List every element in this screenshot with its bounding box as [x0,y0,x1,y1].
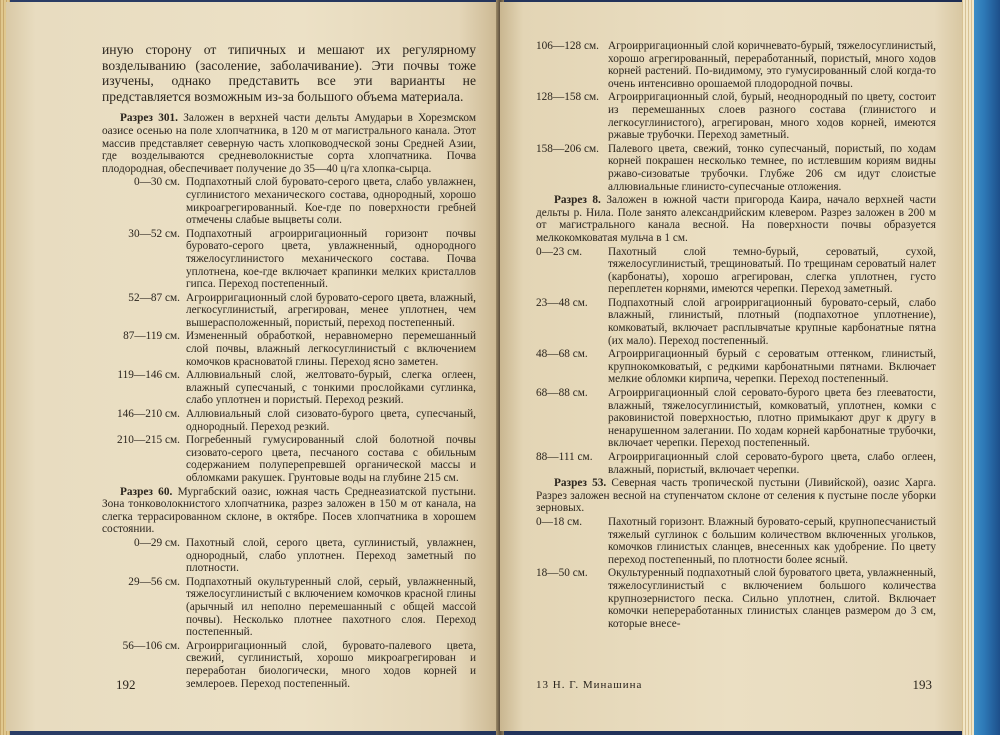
horizon-entry [102,228,476,291]
section-paragraph [536,194,936,244]
horizon-entry [536,516,936,566]
horizon-depth: 68—88 см. [536,387,588,400]
page-edges-right [962,0,974,735]
horizon-entry [102,408,476,433]
horizon-description: Пахотный слой темно-бурый, сероватый, сухой, тяжелосуглинистый, трещиноватый. По трещинам сероватый налет (карбонаты), хорошо агрегирован, слегка уплотнен, густо переплетен корнями, имеются черепки. Переход заметный. [608,245,936,296]
section-heading: Разрез 301. [120,112,178,125]
horizon-description: Агроирригационный бурый с сероватым оттенком, глинистый, крупнокомковатый, с редкими карбонатными пятнами. Включает мелкие обломки кирпича, черепки. Переход постепенный. [608,348,936,386]
horizon-depth: 18—50 см. [536,567,588,580]
intro-paragraph: иную сторону от типичных и мешают их регулярному возделыванию (засоление, заболачивание). Эти почвы тоже изучены, однако представить все эти варианты не представляется возможным из-за большого объема материала. [102,42,476,104]
book-cover-edge [974,0,1000,735]
horizon-description: Подпахотный слой агроирригационный буровато-серый, слабо влажный, глинистый, плотный (подпахотное уплотнение), комковатый, включает расплывчатые крупные карбонатные пятна (их мало). Переход постепенный. [608,296,936,347]
horizon-depth: 128—158 см. [536,91,599,104]
horizon-entry [536,40,936,90]
horizon-description: Агроирригационный слой серовато-бурого цвета, слабо оглеен, влажный, пористый, включает черепки. [608,451,936,476]
horizon-depth: 106—128 см. [536,40,599,52]
horizon-depth: 0—18 см. [536,515,583,528]
signature-line: 13 Н. Г. Минашина [536,679,643,691]
horizon-entry [536,143,936,193]
horizon-entry [102,176,476,226]
horizon-entry [536,567,936,630]
section-heading: Разрез 8. [554,194,601,207]
horizon-entry [102,640,476,690]
horizon-depth: 0—29 см. [133,536,180,549]
horizon-description: Окультуренный подпахотный слой буроватого цвета, увлажненный, тяжелосуглинистый с включением большого количества крупнозернистого песка. Сильно уплотнен, слитой. Включает комочки непереработанных глинистых сланцев размером до 3 см, которые внесе- [608,567,936,630]
section-text: Северная часть тропической пустыни (Ливийской), оазис Харга. Разрез заложен весной на ступенчатом склоне от селения к пустыне после уборки зерновых. [536,477,937,515]
horizon-depth: 48—68 см. [536,348,588,361]
horizon-entry [536,91,936,141]
horizon-entry [536,451,936,476]
horizon-description: Измененный обработкой, неравномерно перемешанный слой почвы, влажный легкосуглинистый с включением комочков красноватой глины. Переход ясно заметен. [186,330,476,368]
section-paragraph [102,486,476,536]
section-paragraph [102,112,476,175]
horizon-entry [102,537,476,575]
horizon-depth: 23—48 см. [536,296,588,309]
section-text: Заложен в южной части пригорода Каира, начало верхней части дельты р. Нила. Поле занято александрийским клевером. Разрез заложен в 200 м от магистрального канала весной. На поверхности почвы образуется мелкокомковатая мульча в 1 см. [536,194,936,244]
horizon-description: Агроирригационный слой буровато-серого цвета, влажный, легкосуглинистый, агрегирован, менее уплотнен, чем вышерасположенный, пористый, переход постепенный. [186,291,476,329]
horizon-depth: 146—210 см. [117,408,180,421]
horizon-description: Подпахотный окультуренный слой, серый, увлажненный, тяжелосуглинистый с включением комочков красной глины (арычный ил неполно перемешанный с общей массой почвы). Несколько плотнее пахотного слоя. Переход постепенный. [186,575,476,639]
horizon-depth: 88—111 см. [536,451,593,463]
horizon-description: Пахотный горизонт. Влажный буровато-серый, крупнопесчанистый тяжелый суглинок с большим количеством включенных угольков, комочков глинистых сланцев, внесенных как удобрение. По цвету переход постепенный, по плотности более ясный. [608,515,936,566]
horizon-depth: 0—30 см. [133,176,180,189]
horizon-description: Подпахотный слой буровато-серого цвета, слабо увлажнен, суглинистого механического состава, однородный, хорошо микроагрегированный. Кое-где по поверхности гребней отмечены слабые выцветы соли. [186,176,476,227]
horizon-description: Агроирригационный слой серовато-бурого цвета без глееватости, влажный, тяжелосуглинистый, комковатый, уплотнен, комки с раковинистой поверхностью, плотно примыкают друг к другу в ненарушенном залегании. По ходам корней карбонатные трубочки, включает черепки. Переход постепенный. [608,387,936,450]
horizon-depth: 29—56 см. [128,575,180,588]
horizon-description: Аллювиальный слой сизовато-бурого цвета, супесчаный, однородный. Переход резкий. [186,408,476,433]
horizon-description: Палевого цвета, свежий, тонко супесчаный, пористый, по ходам корней покрашен несколько темнее, по истлевшим кориям видны ржаво-сизоватые трубочки. Глубже 206 см идут слоистые аллювиальные глинисто-супесчаные отложения. [608,142,936,193]
horizon-entry [102,330,476,368]
horizon-description: Пахотный слой, серого цвета, суглинистый, увлажнен, однородный, слабо уплотнен. Переход заметный по плотности. [186,536,476,575]
right-page-body [536,40,936,630]
horizon-depth: 52—87 см. [128,291,180,304]
section-text: Мургабский оазис, южная часть Среднеазиатской пустыни. Зона тонковолокнистого хлопчатника, разрез заложен в 150 м от канала, на слегка террасированном склоне, в октябре. Посев хлопчатника в хорошем состоянии. [102,485,477,536]
horizon-description: Подпахотный агроирригационный горизонт почвы буровато-серого цвета, увлажненный, однородного тяжелосуглинистого механического состава. Почва уплотнена, кое-где включает крапинки мелких кристаллов гипса. Переход постепенный. [186,227,476,291]
horizon-depth: 158—206 см. [536,142,599,155]
horizon-depth: 0—23 см. [536,245,583,258]
horizon-entry [102,434,476,484]
page-number-left: 192 [116,677,136,692]
left-page-body [102,112,476,690]
horizon-entry [102,292,476,330]
horizon-entry [536,348,936,386]
section-heading: Разрез 53. [554,477,607,490]
section-text: Заложен в верхней части дельты Амударьи в Хорезмском оазисе осенью на поле хлопчатника, в 120 м от магистрального канала. Этот массив представляет северную часть хлопководческой зоны Средней Азии, где возделываются средневолокнистые сорта хлопчатника. Почва плодородная, обеспечивает получение до 35—40 ц/га хлопка-сырца. [102,112,476,175]
left-page [6,2,498,731]
horizon-entry [102,369,476,407]
horizon-description: Агроирригационный слой коричневато-бурый, тяжелосуглинистый, хорошо агрегированный, переработанный, пористый, много ходов корней растений. По-видимому, это гумусированный слой когда-то очень интенсивно орошаемой плодородной почвы. [608,40,936,90]
horizon-depth: 56—106 см. [122,639,180,652]
page-number-right: 193 [912,677,932,692]
section-heading: Разрез 60. [120,485,173,498]
horizon-entry [536,246,936,296]
horizon-entry [536,297,936,347]
section-paragraph [536,477,936,515]
horizon-depth: 87—119 см. [123,330,180,343]
horizon-description: Агроирригационный слой, бурый, неоднородный по цвету, состоит из перемешанных слоев разного состава (глинистого и легкосуглинистого), агрегирован, много ходов корней, имеются ржавые трубочки. Переход заметный. [608,91,936,142]
horizon-description: Аллювиальный слой, желтовато-бурый, слегка оглеен, влажный супесчаный, с тонкими прослойками суглинка, слабо уплотнен и пористый. Переход резкий. [186,369,476,407]
horizon-entry [536,387,936,450]
horizon-depth: 210—215 см. [117,434,180,447]
horizon-entry [102,576,476,639]
horizon-depth: 30—52 см. [128,227,180,240]
right-page [500,2,962,731]
horizon-description: Погребенный гумусированный слой болотной почвы сизовато-серого цвета, песчаного состава с обильным содержанием полуперепревшей органической массы и обломками ракушек. Грунтовые воды на глубине 215 см. [186,434,476,484]
horizon-description: Агроирригационный слой, буровато-палевого цвета, свежий, суглинистый, хорошо микроагрегирован и переработан биологически, много ходов корней и землероев. Переход постепенный. [186,639,476,690]
horizon-depth: 119—146 см. [117,369,180,382]
